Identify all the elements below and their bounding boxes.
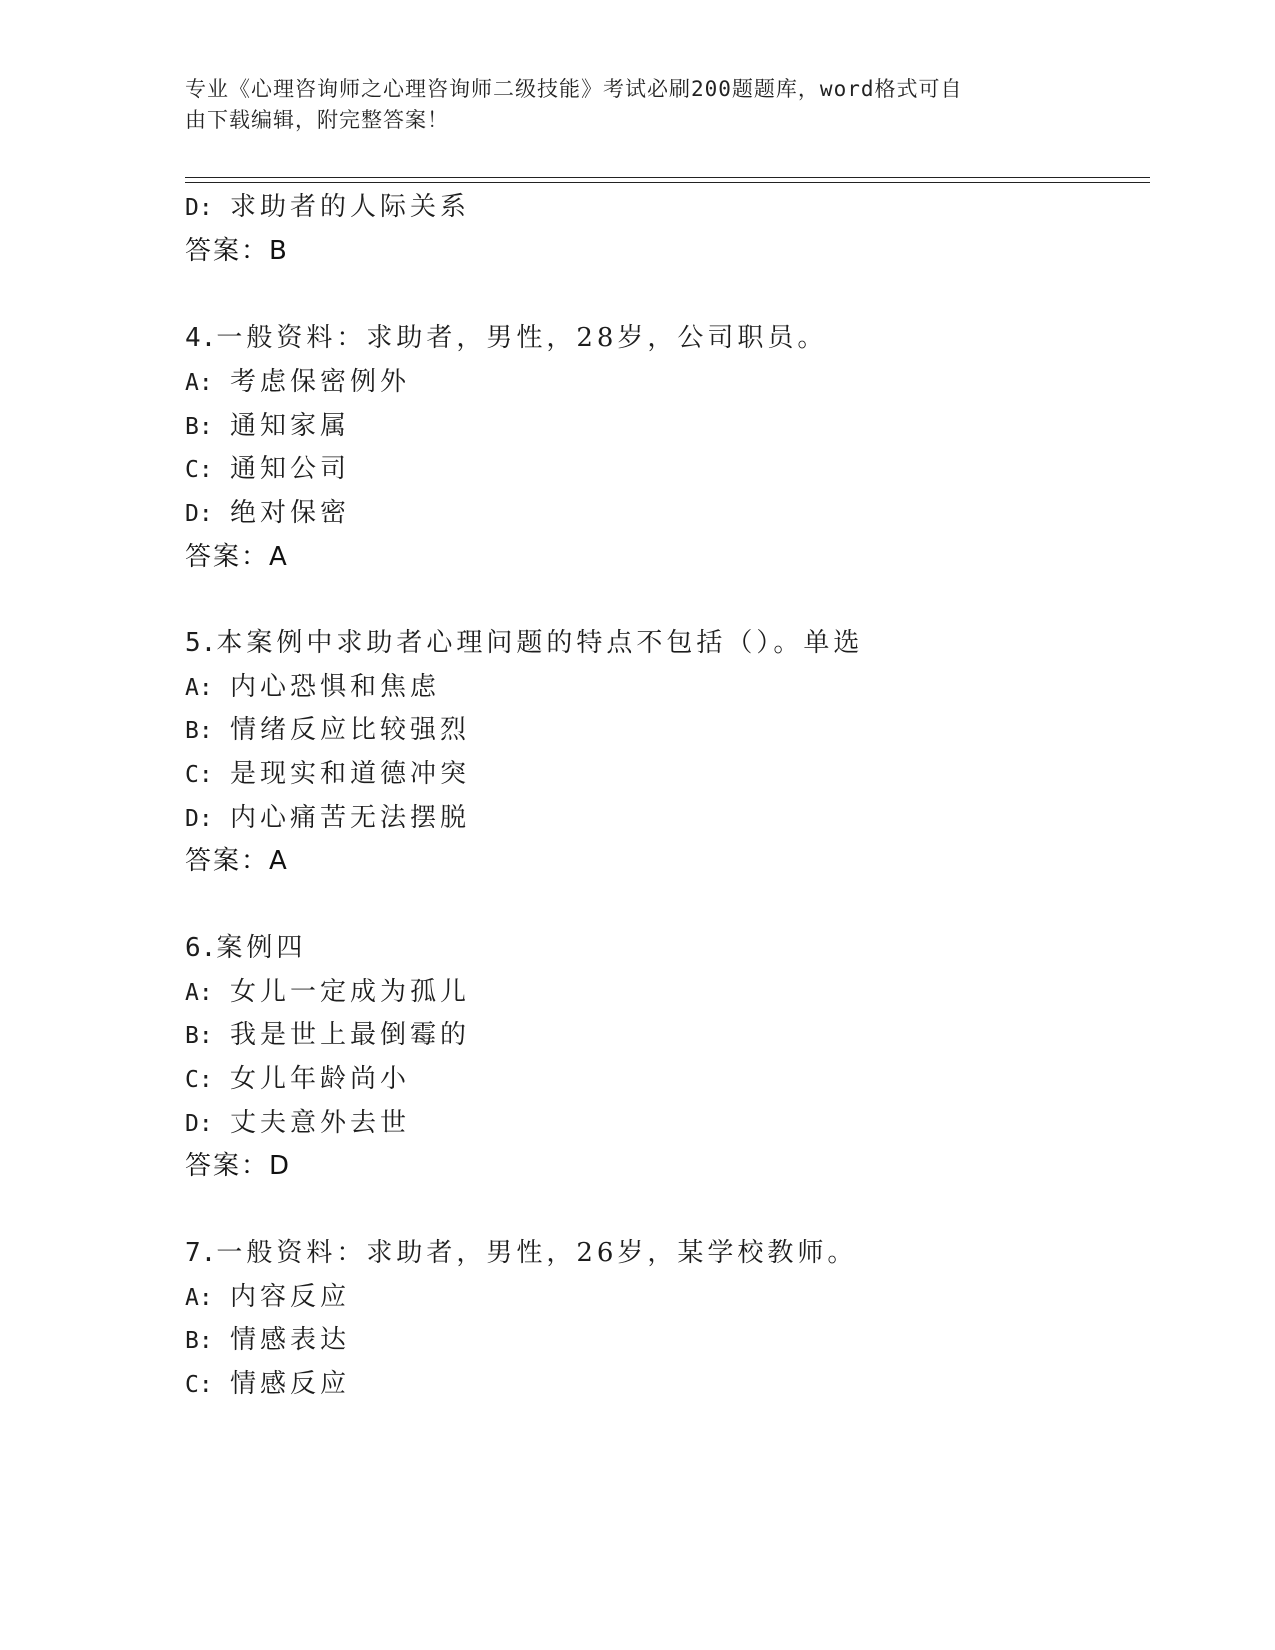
option-text: 内容反应: [230, 1282, 351, 1312]
option-c: [185, 1063, 410, 1096]
question-text: 案例四: [216, 933, 307, 963]
question-text: 本案例中求助者心理问题的特点不包括（）。单选: [216, 628, 864, 658]
option-tag: A:: [185, 675, 213, 701]
option-text: 女儿年龄尚小: [230, 1064, 411, 1094]
option-d: [185, 191, 470, 224]
option-tag: A:: [185, 980, 213, 1006]
option-tag: C:: [185, 762, 213, 788]
answer-line: 答案：D: [185, 1151, 292, 1181]
option-d: [185, 497, 350, 530]
option-tag: B:: [185, 1023, 213, 1049]
option-d: [185, 1107, 410, 1140]
option-c: [185, 1368, 350, 1401]
option-d: [185, 802, 470, 835]
option-tag: C:: [185, 1372, 213, 1398]
document-header: [185, 74, 1065, 136]
option-text: 是现实和道德冲突: [230, 759, 471, 789]
header-line-2: 由下载编辑，附完整答案！: [185, 108, 449, 132]
question-number: 6.: [185, 933, 217, 963]
option-tag: C:: [185, 1067, 213, 1093]
answer-line: 答案：A: [185, 846, 289, 876]
option-text: 内心痛苦无法摆脱: [230, 803, 471, 833]
option-text: 情感反应: [230, 1369, 351, 1399]
option-b: [185, 1324, 350, 1357]
option-c: [185, 758, 470, 791]
option-b: [185, 410, 350, 443]
option-text: 通知公司: [230, 454, 351, 484]
option-tag: A:: [185, 370, 213, 396]
option-text: 通知家属: [230, 411, 351, 441]
option-a: [185, 1281, 350, 1314]
option-text: 情感表达: [230, 1325, 351, 1355]
answer-line: 答案：A: [185, 542, 289, 572]
option-tag: B:: [185, 1328, 213, 1354]
option-text: 女儿一定成为孤儿: [230, 977, 471, 1007]
option-text: 求助者的人际关系: [230, 192, 471, 222]
question-stem: [185, 322, 827, 354]
option-text: 内心恐惧和焦虑: [230, 672, 441, 702]
option-c: [185, 453, 350, 486]
option-b: [185, 714, 470, 747]
option-text: 丈夫意外去世: [230, 1108, 411, 1138]
option-tag: C:: [185, 457, 213, 483]
option-tag: A:: [185, 1285, 213, 1311]
option-text: 绝对保密: [230, 498, 351, 528]
question-number: 7.: [185, 1238, 217, 1268]
option-tag: D:: [185, 1111, 213, 1137]
option-tag: D:: [185, 195, 213, 221]
question-text: 一般资料：求助者，男性，26岁，某学校教师。: [216, 1238, 858, 1268]
option-a: [185, 976, 470, 1009]
question-stem: [185, 1237, 857, 1269]
question-stem: [185, 932, 306, 964]
question-number: 4.: [185, 323, 217, 353]
question-text: 一般资料：求助者，男性，28岁，公司职员。: [216, 323, 828, 353]
option-text: 我是世上最倒霉的: [230, 1020, 471, 1050]
option-a: [185, 671, 440, 704]
question-stem: [185, 627, 863, 659]
option-b: [185, 1019, 470, 1052]
option-a: [185, 366, 410, 399]
option-tag: B:: [185, 414, 213, 440]
answer-line: 答案：B: [185, 236, 289, 266]
option-tag: D:: [185, 501, 213, 527]
option-text: 考虑保密例外: [230, 367, 411, 397]
option-text: 情绪反应比较强烈: [230, 715, 471, 745]
header-line-1: 专业《心理咨询师之心理咨询师二级技能》考试必刷200题题库，word格式可自: [185, 77, 963, 101]
header-rule-top: [185, 177, 1150, 178]
option-tag: D:: [185, 806, 213, 832]
question-number: 5.: [185, 628, 217, 658]
header-rule-bottom: [185, 182, 1150, 183]
option-tag: B:: [185, 718, 213, 744]
